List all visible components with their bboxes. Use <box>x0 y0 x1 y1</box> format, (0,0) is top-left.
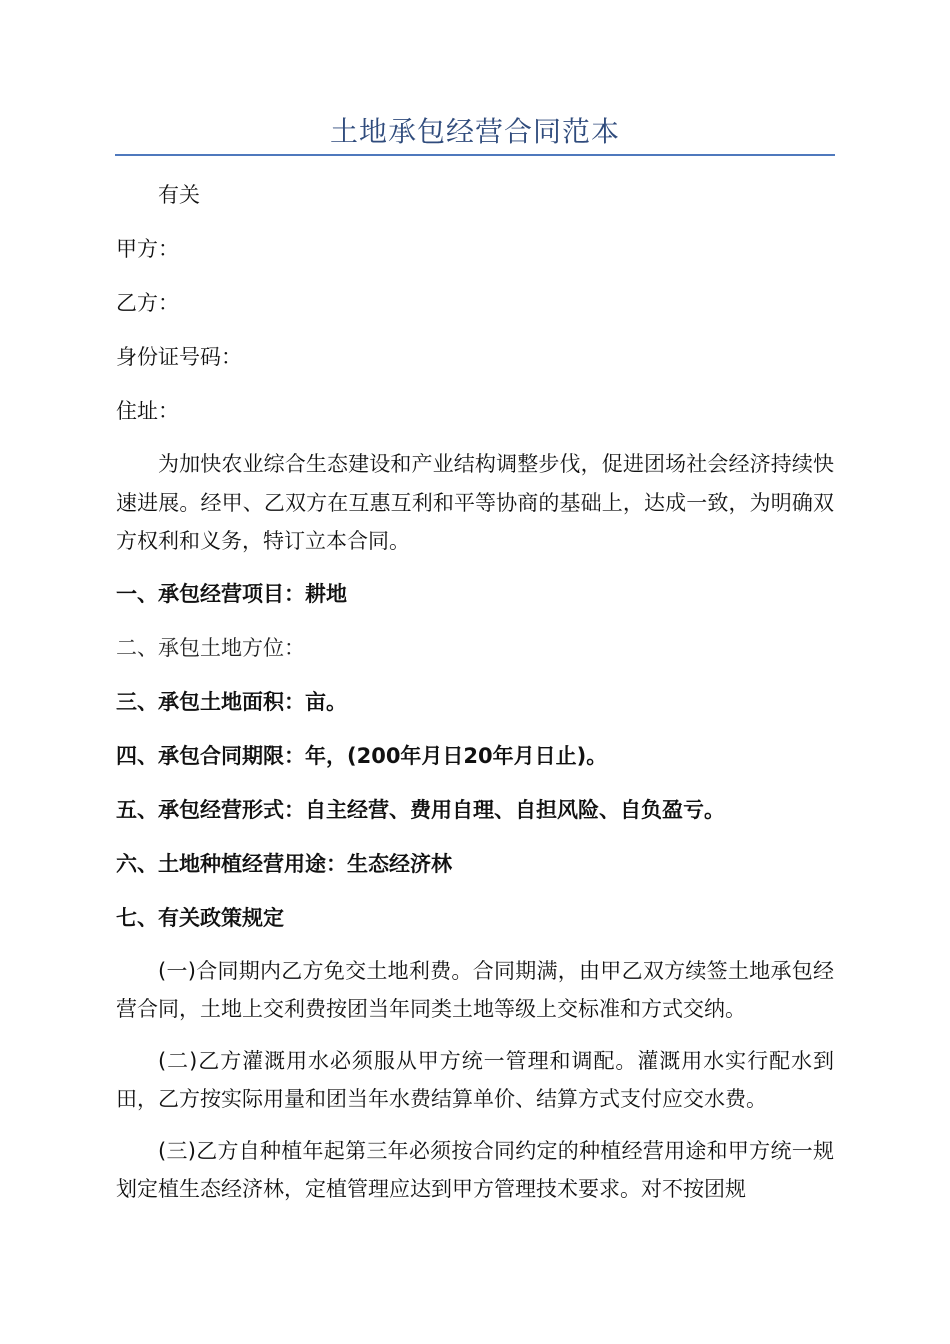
sub-clause-1: (一)合同期内乙方免交土地利费。合同期满，由甲乙双方续签土地承包经营合同，土地上交利费按团当年同类土地等级上交标准和方式交纳。 <box>116 958 834 1021</box>
paragraph-intro: 有关 <box>158 183 200 207</box>
clause-4: 四、承包合同期限：年，(200年月日20年月日止)。 <box>116 743 608 768</box>
clause-6: 六、土地种植经营用途：生态经济林 <box>116 851 452 876</box>
sub-clause-2: (二)乙方灌溉用水必须服从甲方统一管理和调配。灌溉用水实行配水到田，乙方按实际用量和团当年水费结算单价、结算方式支付应交水费。 <box>116 1048 834 1111</box>
clause-2: 二、承包土地方位： <box>116 635 305 660</box>
clause-1: 一、承包经营项目：耕地 <box>116 581 347 606</box>
party-a-label: 甲方： <box>116 237 179 261</box>
id-number-label: 身份证号码： <box>116 345 242 369</box>
title-underline <box>115 154 835 156</box>
sub-clause-3: (三)乙方自种植年起第三年必须按合同约定的种植经营用途和甲方统一规划定植生态经济林，定植管理应达到甲方管理技术要求。对不按团规 <box>116 1138 834 1201</box>
clause-7: 七、有关政策规定 <box>116 905 284 930</box>
preamble-paragraph: 为加快农业综合生态建设和产业结构调整步伐，促进团场社会经济持续快速进展。经甲、乙双方在互惠互利和平等协商的基础上，达成一致，为明确双方权利和义务，特订立本合同。 <box>116 452 834 553</box>
document-body <box>116 175 834 1222</box>
clause-5: 五、承包经营形式：自主经营、费用自理、自担风险、自负盈亏。 <box>116 797 725 822</box>
document-title: 土地承包经营合同范本 <box>329 115 620 148</box>
party-b-label: 乙方： <box>116 291 179 315</box>
clause-3: 三、承包土地面积：亩。 <box>116 689 347 714</box>
address-label: 住址： <box>116 399 179 423</box>
